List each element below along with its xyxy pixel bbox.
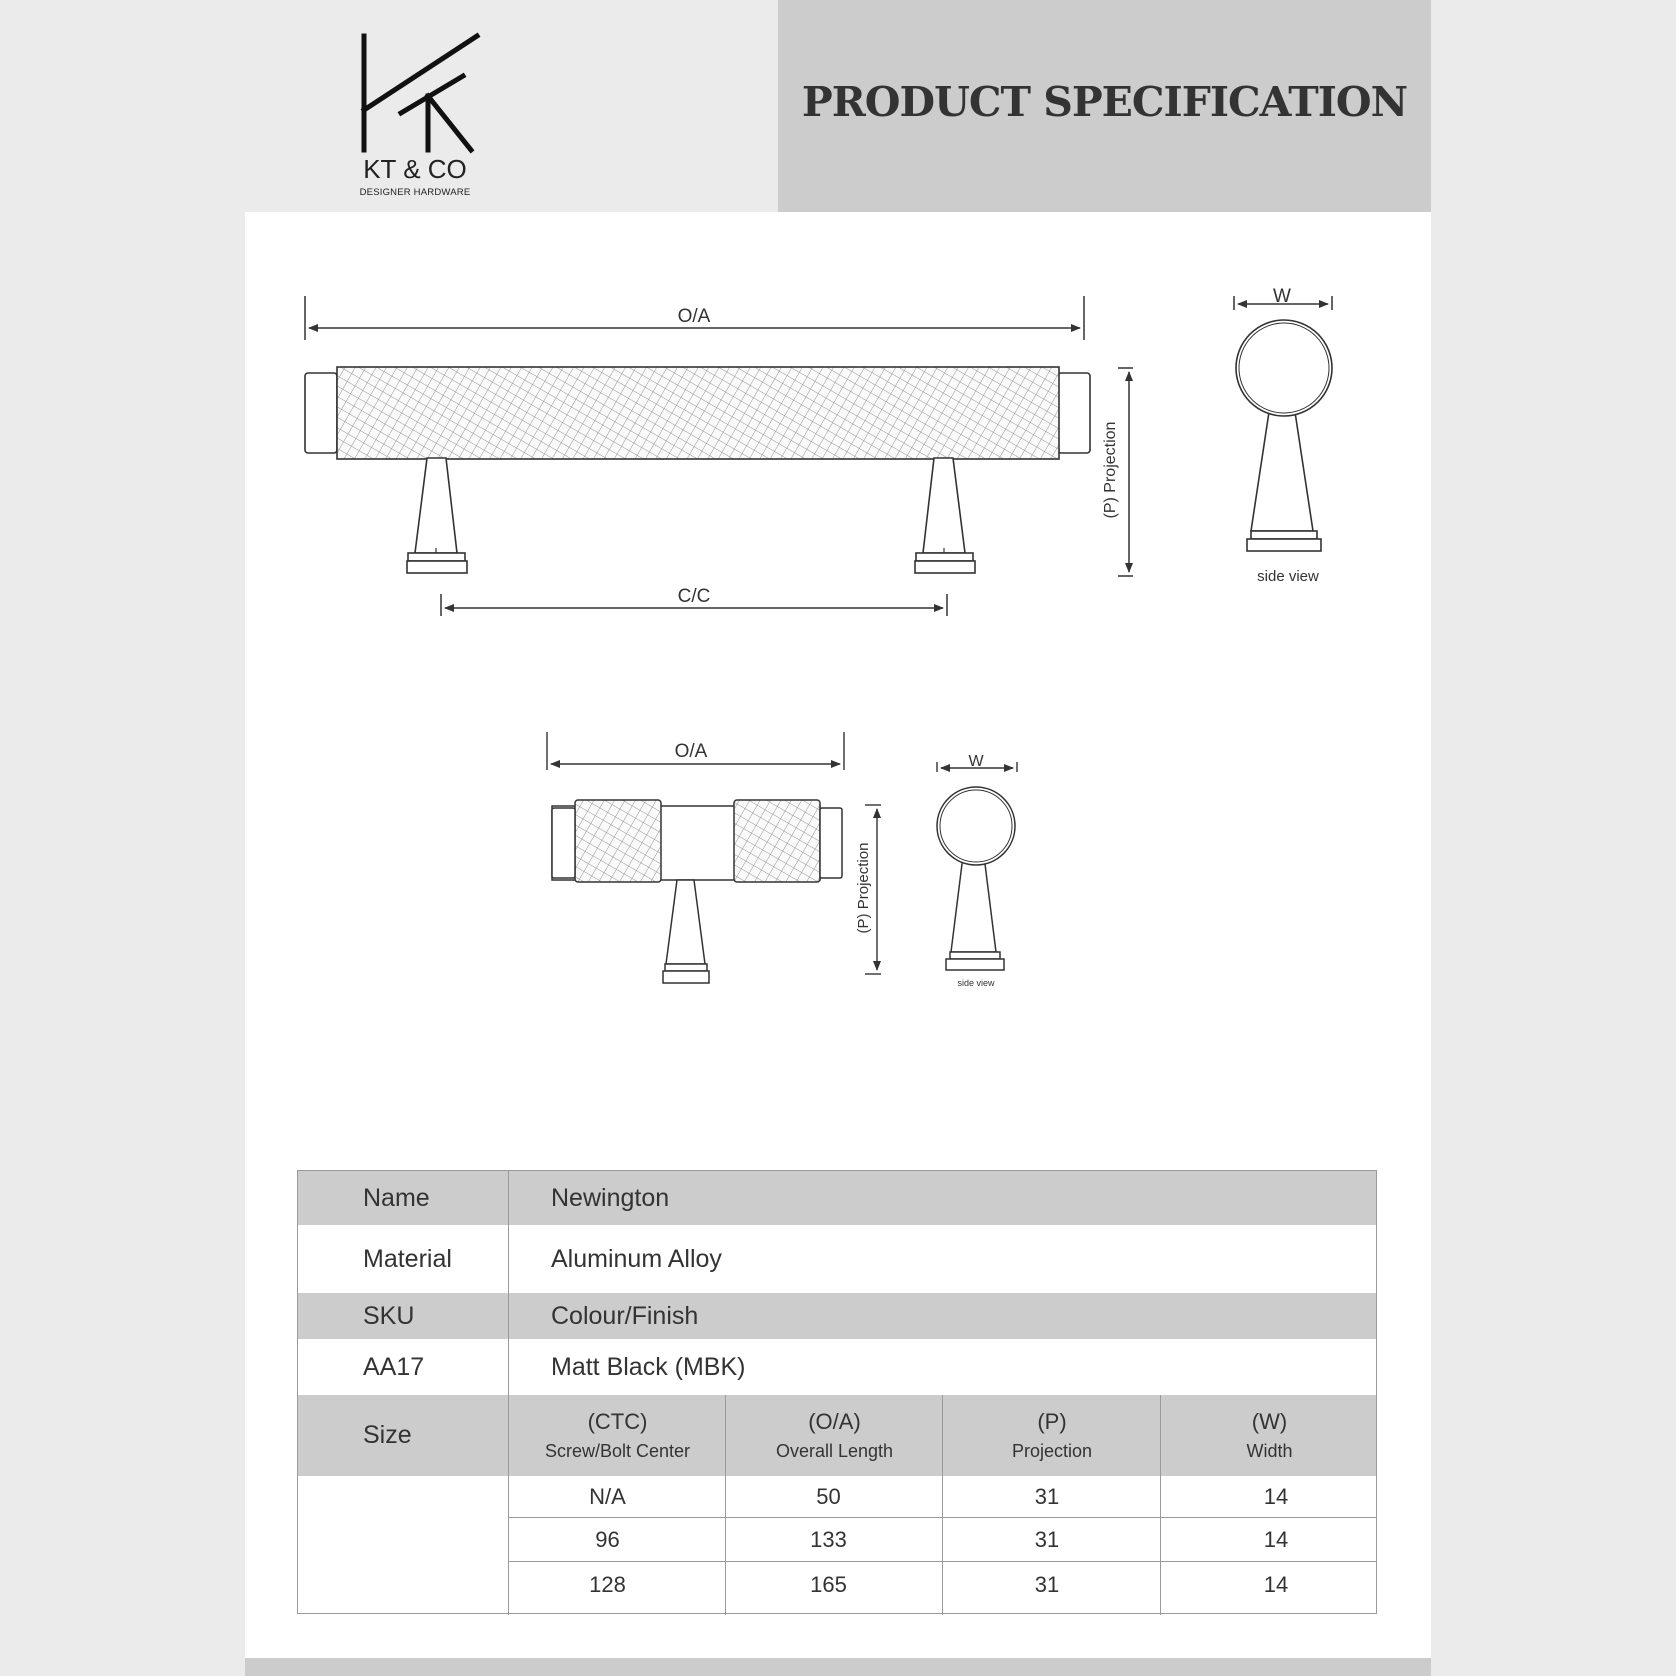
col-p-full: Projection xyxy=(1011,1441,1093,1461)
brand-name: KT & CO xyxy=(363,154,467,184)
col-w-abbr: (W) xyxy=(1251,1409,1288,1434)
col-oa-abbr: (O/A) xyxy=(808,1409,861,1434)
knob-overall-label: O/A xyxy=(674,741,708,762)
spec-table xyxy=(297,1170,1377,1614)
table-cell: 31 xyxy=(1034,1571,1060,1597)
spec-row-sku xyxy=(298,1339,1376,1395)
table-cell: 14 xyxy=(1263,1571,1289,1597)
knob-front-view xyxy=(552,800,842,983)
finish-value: Matt Black (MBK) xyxy=(551,1352,746,1381)
size-header-row xyxy=(298,1395,1376,1476)
col-ctc-full: Screw/Bolt Center xyxy=(544,1441,691,1461)
col-oa-full: Overall Length xyxy=(775,1441,894,1461)
spec-sheet xyxy=(245,0,1431,1676)
table-cell: 165 xyxy=(810,1571,847,1597)
col-ctc-abbr: (CTC) xyxy=(587,1409,648,1434)
table-cell: 128 xyxy=(589,1571,626,1597)
brand-tagline: DESIGNER HARDWARE xyxy=(359,187,471,198)
col-oa-header xyxy=(726,1395,943,1476)
sku-value: AA17 xyxy=(363,1352,425,1381)
knob-projection-label: (P) Projection xyxy=(855,842,872,934)
sku-label: SKU xyxy=(363,1301,415,1330)
col-w-header xyxy=(1161,1395,1378,1476)
table-cell: N/A xyxy=(589,1483,626,1509)
table-cell: 31 xyxy=(1034,1483,1060,1509)
spec-row-name xyxy=(298,1171,1376,1225)
knob-side-view xyxy=(937,787,1015,970)
table-cell: 14 xyxy=(1263,1526,1289,1552)
material-label: Material xyxy=(363,1244,452,1273)
table-cell: 50 xyxy=(816,1483,841,1509)
long-pull-side-view xyxy=(1236,320,1332,551)
col-w-full: Width xyxy=(1246,1441,1293,1461)
table-cell: 31 xyxy=(1034,1526,1060,1552)
long-pull-center-label: C/C xyxy=(677,586,711,607)
col-p-abbr: (P) xyxy=(1037,1409,1067,1434)
footer-band xyxy=(245,1658,1431,1676)
col-ctc-header xyxy=(509,1395,726,1476)
long-pull-projection-label: (P) Projection xyxy=(1102,421,1119,519)
spec-row-material xyxy=(298,1225,1376,1293)
col-p-header xyxy=(943,1395,1161,1476)
long-pull-overall-label: O/A xyxy=(677,306,711,327)
technical-drawing xyxy=(245,0,1431,1040)
material-value: Aluminum Alloy xyxy=(551,1244,722,1273)
table-cell: 133 xyxy=(810,1526,847,1552)
long-pull-side-view-label: side view xyxy=(1257,568,1319,585)
knob-side-view-label: side view xyxy=(957,978,995,988)
table-cell: 14 xyxy=(1263,1483,1289,1509)
page-title: PRODUCT SPECIFICATION xyxy=(801,78,1408,126)
table-cell: 96 xyxy=(595,1526,620,1552)
size-label: Size xyxy=(363,1421,412,1449)
finish-label: Colour/Finish xyxy=(551,1301,699,1330)
spec-row-sku-header xyxy=(298,1293,1376,1339)
knob-width-label: W xyxy=(968,753,984,770)
long-pull-width-label: W xyxy=(1273,286,1291,307)
long-pull-front-view xyxy=(305,367,1090,573)
name-label: Name xyxy=(363,1183,430,1212)
name-value: Newington xyxy=(551,1183,670,1212)
